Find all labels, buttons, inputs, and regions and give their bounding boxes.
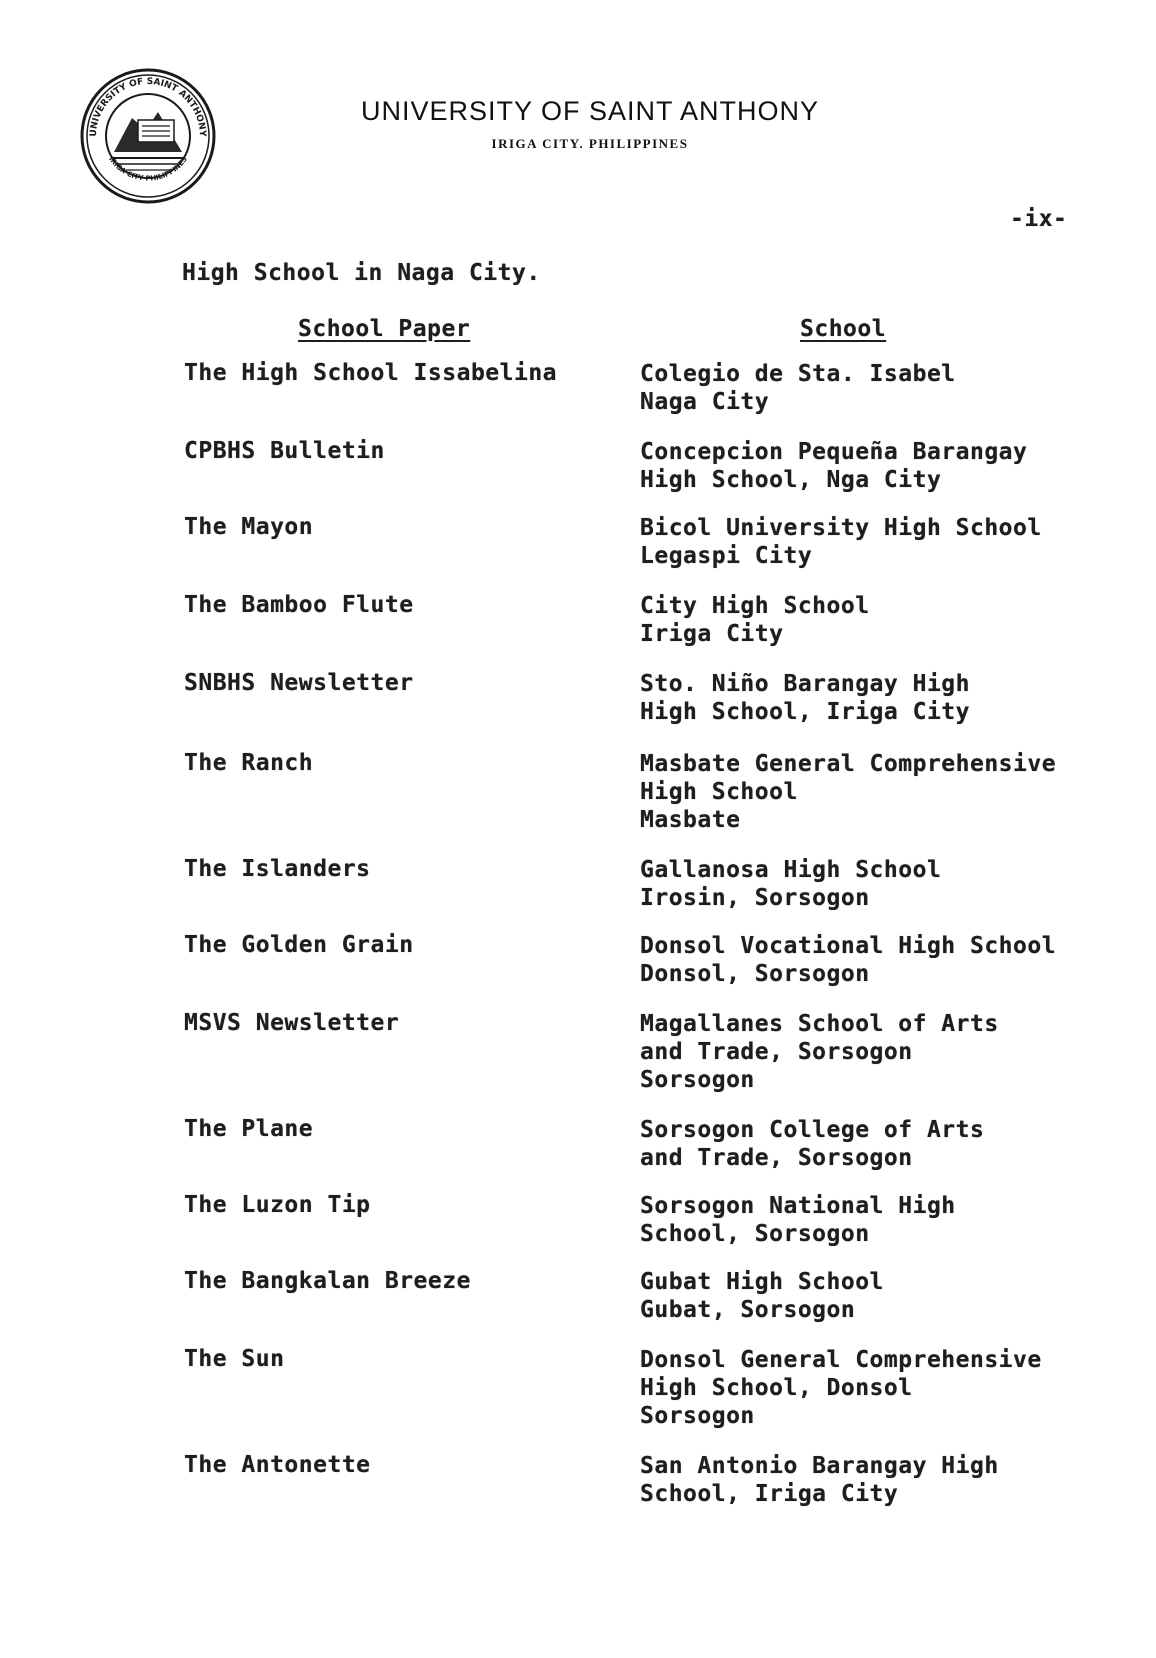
school-name-line: Gallanosa High School <box>640 857 942 883</box>
school-name <box>640 1010 999 1094</box>
school-paper-name: The Golden Grain <box>184 932 414 958</box>
school-name <box>640 360 956 416</box>
school-name-line: San Antonio Barangay High <box>640 1453 999 1479</box>
column-header-school-paper: School Paper <box>298 316 471 342</box>
school-name-line: Masbate General Comprehensive <box>640 751 1057 777</box>
school-name-line: High School, Iriga City <box>640 699 970 725</box>
school-name-line: High School, Nga City <box>640 467 942 493</box>
school-name-line: Iriga City <box>640 621 784 647</box>
school-name <box>640 438 1027 494</box>
school-name-line: High School, Donsol <box>640 1375 913 1401</box>
school-name-line: Gubat High School <box>640 1269 884 1295</box>
school-name-line: Donsol Vocational High School <box>640 933 1057 959</box>
university-name: UNIVERSITY OF SAINT ANTHONY <box>360 96 820 126</box>
school-name <box>640 1116 984 1172</box>
school-paper-name: The Islanders <box>184 856 371 882</box>
school-name-line: Gubat, Sorsogon <box>640 1297 856 1323</box>
school-paper-name: MSVS Newsletter <box>184 1010 400 1036</box>
school-name-line: Donsol, Sorsogon <box>640 961 870 987</box>
school-name-line: School, Iriga City <box>640 1481 899 1507</box>
column-header-school: School <box>800 316 887 342</box>
school-name <box>640 1192 956 1248</box>
page-number: -ix- <box>1010 206 1068 232</box>
school-paper-name: The Mayon <box>184 514 314 540</box>
school-name-line: Naga City <box>640 389 770 415</box>
seal-bottom-text: IRIGA CITY PHILIPPINES <box>107 155 189 183</box>
school-name <box>640 1346 1042 1430</box>
school-name-line: and Trade, Sorsogon <box>640 1145 913 1171</box>
school-name-line: Magallanes School of Arts <box>640 1011 999 1037</box>
school-name-line: Sorsogon National High <box>640 1193 956 1219</box>
school-name-line: and Trade, Sorsogon <box>640 1039 913 1065</box>
school-name <box>640 670 970 726</box>
school-name <box>640 856 941 912</box>
school-paper-name: The Antonette <box>184 1452 371 1478</box>
school-paper-name: The Bangkalan Breeze <box>184 1268 471 1294</box>
school-name-line: Sorsogon College of Arts <box>640 1117 985 1143</box>
school-paper-name: The Ranch <box>184 750 314 776</box>
school-paper-name: The High School Issabelina <box>184 360 558 386</box>
school-paper-name: The Bamboo Flute <box>184 592 414 618</box>
intro-line: High School in Naga City. <box>182 260 541 286</box>
school-name-line: City High School <box>640 593 870 619</box>
school-paper-name: The Luzon Tip <box>184 1192 371 1218</box>
school-name-line: Legaspi City <box>640 543 813 569</box>
school-name-line: Sto. Niño Barangay High <box>640 671 970 697</box>
school-name-line: Sorsogon <box>640 1067 755 1093</box>
seal-top-text: UNIVERSITY OF SAINT ANTHONY <box>88 76 208 137</box>
school-name <box>640 1268 884 1324</box>
school-name-line: Sorsogon <box>640 1403 755 1429</box>
school-name <box>640 750 1056 834</box>
school-name-line: School, Sorsogon <box>640 1221 870 1247</box>
school-name-line: High School <box>640 779 798 805</box>
school-name <box>640 592 870 648</box>
school-paper-name: CPBHS Bulletin <box>184 438 385 464</box>
school-name-line: Bicol University High School <box>640 515 1042 541</box>
university-location: IRIGA CITY. PHILIPPINES <box>491 136 689 151</box>
school-paper-name: The Sun <box>184 1346 285 1372</box>
school-paper-name: The Plane <box>184 1116 314 1142</box>
school-name-line: Concepcion Pequeña Barangay <box>640 439 1028 465</box>
school-name-line: Colegio de Sta. Isabel <box>640 361 956 387</box>
school-name <box>640 514 1042 570</box>
school-name <box>640 1452 999 1508</box>
school-paper-name: SNBHS Newsletter <box>184 670 414 696</box>
school-name <box>640 932 1056 988</box>
school-name-line: Masbate <box>640 807 741 833</box>
school-name-line: Donsol General Comprehensive <box>640 1347 1042 1373</box>
school-name-line: Irosin, Sorsogon <box>640 885 870 911</box>
